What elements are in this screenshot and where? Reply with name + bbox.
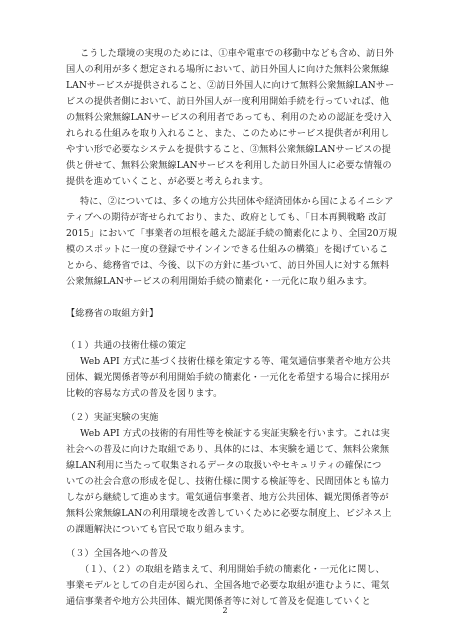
paragraph-2-line-3: 2015」において「事業者の垣根を越えた認証手続の簡素化により、全国20万規 (66, 228, 397, 239)
paragraph-1-line-2: 国人の利用が多く想定される場所において、訪日外国人に向けた無料公衆無線 (66, 64, 390, 75)
paragraph-1-line-9: 提供を進めていくこと、が必要と考えられます。 (66, 176, 269, 187)
section-1-line-3: 比較的容易な方式の普及を図ります。 (66, 388, 223, 399)
section-2-line-1: Web API 方式の技術的有用性等を検証する実証実験を行います。これは実 (80, 428, 390, 439)
paragraph-2-line-2: ティブへの期待が寄せられており、また、政府としても、「日本再興戦略 改訂 (66, 212, 387, 223)
section-1-line-2: 団体、観光関係者等が利用開始手続の簡素化・一元化を希望する場合に採用が (66, 372, 390, 383)
paragraph-1-line-3: LANサービスが提供されること、②訪日外国人に向けて無料公衆無線LANサー (66, 80, 395, 91)
section-3-line-1: （１）、（２）の取組を踏まえて、利用開始手続の簡素化・一元化に関し、 (80, 564, 385, 575)
paragraph-1-line-5: の無料公衆無線LANサービスの利用者であっても、利用のための認証を受け入 (66, 112, 392, 123)
paragraph-2-line-4: 模のスポットに一度の登録でサインインできる仕組みの構築」を掲げているこ (66, 244, 389, 255)
paragraph-1-line-1: こうした環境の実現のためには、①車や電車での移動中なども含め、訪日外 (80, 48, 394, 59)
section-1-line-1: Web API 方式に基づく技術仕様を策定する等、電気通信事業者や地方公共 (80, 356, 391, 367)
section-2-line-6: 無料公衆無線LANの利用環境を改善していくために必要な制度上、ビジネス上 (66, 508, 392, 519)
paragraph-1-line-4: ビスの提供者側において、訪日外国人が一度利用開始手続を行っていれば、他 (66, 96, 390, 107)
section-1-heading: （１）共通の技術仕様の策定 (66, 340, 187, 351)
paragraph-2-line-1: 特に、②については、多くの地方公共団体や経済団体から国によるイニシア (80, 196, 394, 207)
paragraph-1-line-6: れられる仕組みを取り入れること、また、このためにサービス提供者が利用し (66, 128, 390, 139)
policy-heading: 【総務省の取組方針】 (66, 308, 159, 319)
paragraph-1-line-8: 供と併せて、無料公衆無線LANサービスを利用した訪日外国人に必要な情報の (66, 160, 392, 171)
section-2-line-7: の課題解決についても官民で取り組みます。 (66, 524, 250, 535)
section-3-line-2: 事業モデルとしての自走が図られ、全国各地で必要な取組が進むように、電気 (66, 580, 390, 591)
section-2-line-2: 社会への普及に向けた取組であり、具体的には、本実験を通じて、無料公衆無 (66, 444, 390, 455)
section-2-line-3: 線LAN利用に当たって収集されるデータの取扱いやセキュリティの確保につ (66, 460, 382, 471)
paragraph-2-line-5: とから、総務省では、今後、以下の方針に基づいて、訪日外国人に対する無料 (66, 260, 390, 271)
section-3-line-3: 通信事業者や地方公共団体、観光関係者等に対して普及を促進していくと (66, 596, 371, 607)
section-2-line-4: いての社会合意の形成を促し、技術仕様に関する検証等を、民間団体とも協力 (66, 476, 390, 487)
paragraph-2-line-6: 公衆無線LANサービスの利用開始手続の簡素化・一元化に取り組みます。 (66, 276, 373, 287)
page-number: 2 (222, 606, 228, 615)
paragraph-1-line-7: やすい形で必要なシステムを提供すること、③無料公衆無線LANサービスの提 (66, 144, 391, 155)
section-2-heading: （２）実証実験の実施 (66, 412, 159, 423)
section-2-line-5: しながら継続して進めます。電気通信事業者、地方公共団体、観光関係者等が (66, 492, 389, 503)
section-3-heading: （３）全国各地への普及 (66, 548, 168, 559)
